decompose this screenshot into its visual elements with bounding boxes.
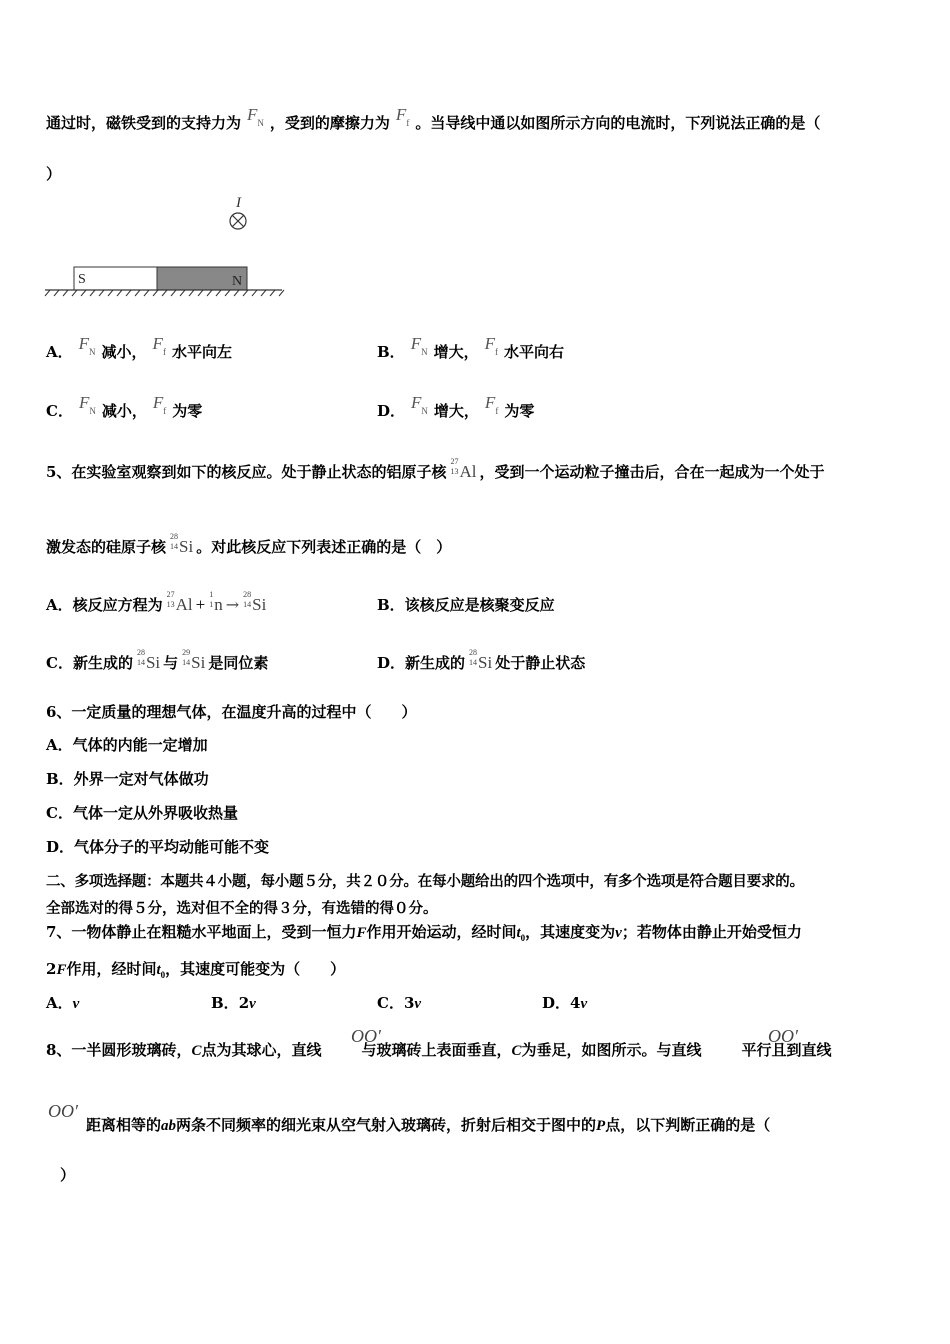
q5-option-b[interactable]: B．该核反应是核聚变反应 bbox=[377, 596, 555, 614]
ff-symbol: $F_f$ bbox=[152, 334, 166, 358]
q5-stem-line1: 5、在实验室观察到如下的核反应。处于静止状态的铝原子核27 13Al ，受到一个运动粒子撞击后，合在一起成为一个处于 bbox=[46, 461, 824, 483]
q6-option-d[interactable]: D．气体分子的平均动能可能不变 bbox=[46, 838, 270, 856]
al27-nucleus: 27 13Al bbox=[450, 457, 477, 481]
fn-symbol: $F_N$ bbox=[78, 334, 96, 358]
t0-symbol: $t_0$ bbox=[156, 962, 166, 980]
magnet-s-half bbox=[74, 267, 157, 290]
ff-symbol: $F_f$ bbox=[152, 393, 167, 417]
q4-option-b[interactable]: B． $F_N$ 增大， $F_f$ 水平向右 bbox=[377, 334, 564, 361]
q6-option-b[interactable]: B．外界一定对气体做功 bbox=[46, 770, 209, 788]
ground-hatching bbox=[45, 290, 284, 296]
fn-symbol: $F_N$ bbox=[78, 393, 96, 417]
q8-stem-line3: ） bbox=[60, 1166, 76, 1184]
si28-nucleus: 28 14Si bbox=[243, 590, 267, 614]
si29-nucleus: 29 14Si bbox=[182, 648, 206, 672]
oo-prime-line-symbol: OO′ bbox=[351, 1026, 381, 1046]
t0-symbol: $t_0$ bbox=[516, 925, 526, 943]
q5-option-d[interactable]: D．新生成的28 14Si 处于静止状态 bbox=[377, 652, 585, 674]
q4-stem-text-a: 通过时，磁铁受到的支持力为 bbox=[46, 114, 242, 132]
ff-symbol: $F_f$ bbox=[484, 393, 499, 417]
section2-heading-line1: 二、多项选择题：本题共４小题，每小题５分，共２０分。在每小题给出的四个选项中，有多个选项是符合题目要求的。 bbox=[46, 873, 804, 890]
q7-option-a[interactable]: A．v bbox=[46, 994, 80, 1012]
q5-option-c[interactable]: C．新生成的28 14Si 与29 14Si 是同位素 bbox=[46, 652, 268, 674]
fn-symbol: $F_N$ bbox=[411, 393, 428, 417]
q7-stem-line1: 7、一物体静止在粗糙水平地面上，受到一恒力F作用开始运动，经时间$t_0$，其速度变为v；若物体由静止开始受恒力 bbox=[46, 923, 802, 943]
si28-nucleus: 28 14Si bbox=[469, 648, 493, 672]
q5-option-a[interactable]: A．核反应方程为27 13Al +1 1n →28 14Si bbox=[46, 594, 269, 616]
q5-stem-line2: 激发态的硅原子核28 14Si 。对此核反应下列表述正确的是（ ） bbox=[46, 536, 451, 558]
neutron: 1 1n bbox=[209, 590, 223, 614]
ff-symbol: $F_f$ bbox=[484, 334, 498, 358]
fn-symbol: $F_N$ bbox=[410, 334, 428, 358]
q7-option-c[interactable]: C．3v bbox=[377, 994, 422, 1012]
q4-option-d[interactable]: D． $F_N$ 增大， $F_f$ 为零 bbox=[377, 393, 535, 420]
magnet-n-label: N bbox=[232, 274, 243, 289]
q4-stem-text-b: ，受到的摩擦力为 bbox=[269, 114, 390, 132]
q8-stem-line2: 距离相等的ab两条不同频率的细光束从空气射入玻璃砖，折射后相交于图中的P点，以下判断正确的是（ bbox=[86, 1116, 771, 1134]
q4-option-a[interactable]: A． $F_N$ 减小， $F_f$ 水平向左 bbox=[46, 334, 232, 361]
si28-nucleus: 28 14Si bbox=[170, 532, 194, 556]
magnet-s-label: S bbox=[78, 272, 86, 287]
fn-symbol: $F_N$ bbox=[247, 105, 264, 129]
q4-option-c[interactable]: C． $F_N$ 减小， $F_f$ 为零 bbox=[46, 393, 203, 420]
current-label: I bbox=[236, 195, 241, 211]
q4-stem-line1 bbox=[46, 105, 821, 134]
q7-option-d[interactable]: D．4v bbox=[542, 994, 588, 1012]
section2-heading-line2: 全部选对的得５分，选对但不全的得３分，有选错的得０分。 bbox=[46, 900, 438, 917]
magnet-figure bbox=[40, 190, 290, 305]
q6-stem: 6、一定质量的理想气体，在温度升高的过程中（ ） bbox=[46, 703, 417, 721]
q7-option-b[interactable]: B．2v bbox=[211, 994, 256, 1012]
q6-option-a[interactable]: A．气体的内能一定增加 bbox=[46, 736, 208, 754]
oo-prime-line-symbol: OO′ bbox=[48, 1101, 78, 1121]
oo-prime-line-symbol: OO′ bbox=[768, 1026, 798, 1046]
q7-stem-line2: 2F作用，经时间$t_0$，其速度可能变为（ ） bbox=[46, 960, 346, 980]
si28-nucleus: 28 14Si bbox=[136, 648, 161, 672]
q4-stem-text-c: 。当导线中通以如图所示方向的电流时，下列说法正确的是（ bbox=[415, 114, 821, 132]
wire-into-page-icon bbox=[230, 213, 246, 229]
ff-symbol: $F_f$ bbox=[395, 105, 410, 129]
q8-stem-line1: 8、一半圆形玻璃砖，C点为其球心，直线 与玻璃砖上表面垂直，C为垂足，如图所示。与直线 平行且到直线 bbox=[46, 1041, 832, 1059]
q4-stem-line2: ） bbox=[46, 165, 62, 183]
al27-nucleus: 27 13Al bbox=[166, 590, 193, 614]
q6-option-c[interactable]: C．气体一定从外界吸收热量 bbox=[46, 804, 238, 822]
